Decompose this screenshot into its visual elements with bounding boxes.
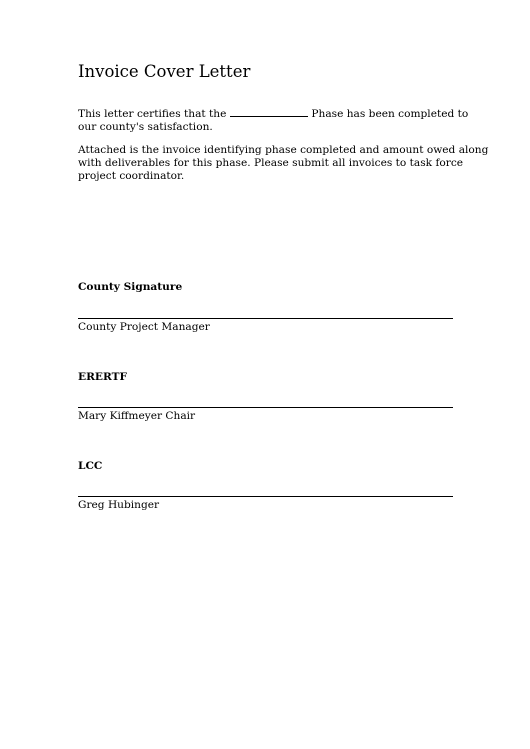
phase-blank-field[interactable] [230,107,308,117]
county-signature-heading: County Signature [78,281,183,293]
lcc-signer-name: Greg Hubinger [78,499,160,511]
instructions-line-1: Attached is the invoice identifying phase completed and amount owed along [78,144,489,156]
county-signature-line[interactable] [78,318,453,319]
instructions-line-3: project coordinator. [78,170,185,182]
certification-paragraph [78,107,468,134]
instructions-line-2: with deliverables for this phase. Please submit all invoices to task force [78,157,464,169]
certification-line-1 [78,107,468,121]
instructions-paragraph [78,144,488,183]
certification-text-end: Phase has been completed to [311,108,469,120]
page-title: Invoice Cover Letter [78,62,251,81]
county-signer-name: County Project Manager [78,321,210,333]
certification-text-start: This letter certifies that the [78,108,227,120]
erertf-signature-line[interactable] [78,407,453,408]
erertf-signer-name: Mary Kiffmeyer Chair [78,410,196,422]
certification-line-2: our county's satisfaction. [78,121,213,133]
lcc-signature-heading: LCC [78,460,103,472]
lcc-signature-line[interactable] [78,496,453,497]
erertf-signature-heading: ERERTF [78,371,127,383]
